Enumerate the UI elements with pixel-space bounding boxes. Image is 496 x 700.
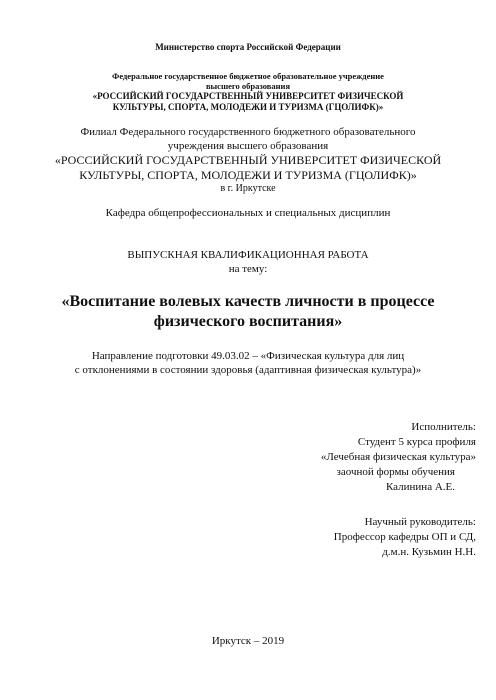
executor-line-2: «Лечебная физическая культура» [320,451,476,463]
branch-line-2: учреждения высшего образования [167,140,329,152]
branch-line-1: Филиал Федерального государственного бюджетного образовательного [80,126,416,138]
supervisor-block [334,515,476,560]
thesis-title-line-1: «Воспитание волевых качеств личности в процессе [61,293,435,310]
branch-line-3: «РОССИЙСКИЙ ГОСУДАРСТВЕННЫЙ УНИВЕРСИТЕТ ФИЗИЧЕСКОЙ [54,153,442,167]
branch-line-4: КУЛЬТУРЫ, СПОРТА, МОЛОДЕЖИ И ТУРИЗМА (ГЦОЛИФК)» [79,168,417,182]
university-name-line-1: «РОССИЙСКИЙ ГОСУДАРСТВЕННЫЙ УНИВЕРСИТЕТ ФИЗИЧЕСКОЙ [92,91,404,101]
direction-line-1: Направление подготовки 49.03.02 – «Физическая культура для лиц [91,350,405,362]
executor-name: Калинина А.Е. [385,481,455,493]
on-topic-line: на тему: [228,263,268,275]
branch-city: в г. Иркутске [220,183,276,194]
ministry-line: Министерство спорта Российской Федерации [155,42,341,52]
department-line: Кафедра общепрофессиональных и специальных дисциплин [105,207,391,219]
executor-label: Исполнитель: [411,421,476,433]
supervisor-line-2: д.м.н. Кузьмин Н.Н. [382,546,476,558]
executor-block [321,420,476,495]
executor-line-3: заочной формы обучения [336,466,455,478]
executor-line-1: Студент 5 курса профиля [357,436,476,448]
supervisor-line-1: Профессор кафедры ОП и СД, [333,531,476,543]
thesis-title-line-2: физического воспитания» [153,313,343,330]
institution-type-line-2: высшего образования [205,81,291,91]
direction-line-2: с отклонениями в состоянии здоровья (адаптивная физическая культура)» [74,364,422,376]
university-name-line-2: КУЛЬТУРЫ, СПОРТА, МОЛОДЕЖИ И ТУРИЗМА (ГЦОЛИФК)» [112,102,384,112]
footer-city-year: Иркутск – 2019 [211,635,285,647]
institution-type-line-1: Федеральное государственное бюджетное образовательное учреждение [112,71,384,81]
supervisor-label: Научный руководитель: [364,516,476,528]
work-type-line: ВЫПУСКНАЯ КВАЛИФИКАЦИОННАЯ РАБОТА [127,249,369,261]
